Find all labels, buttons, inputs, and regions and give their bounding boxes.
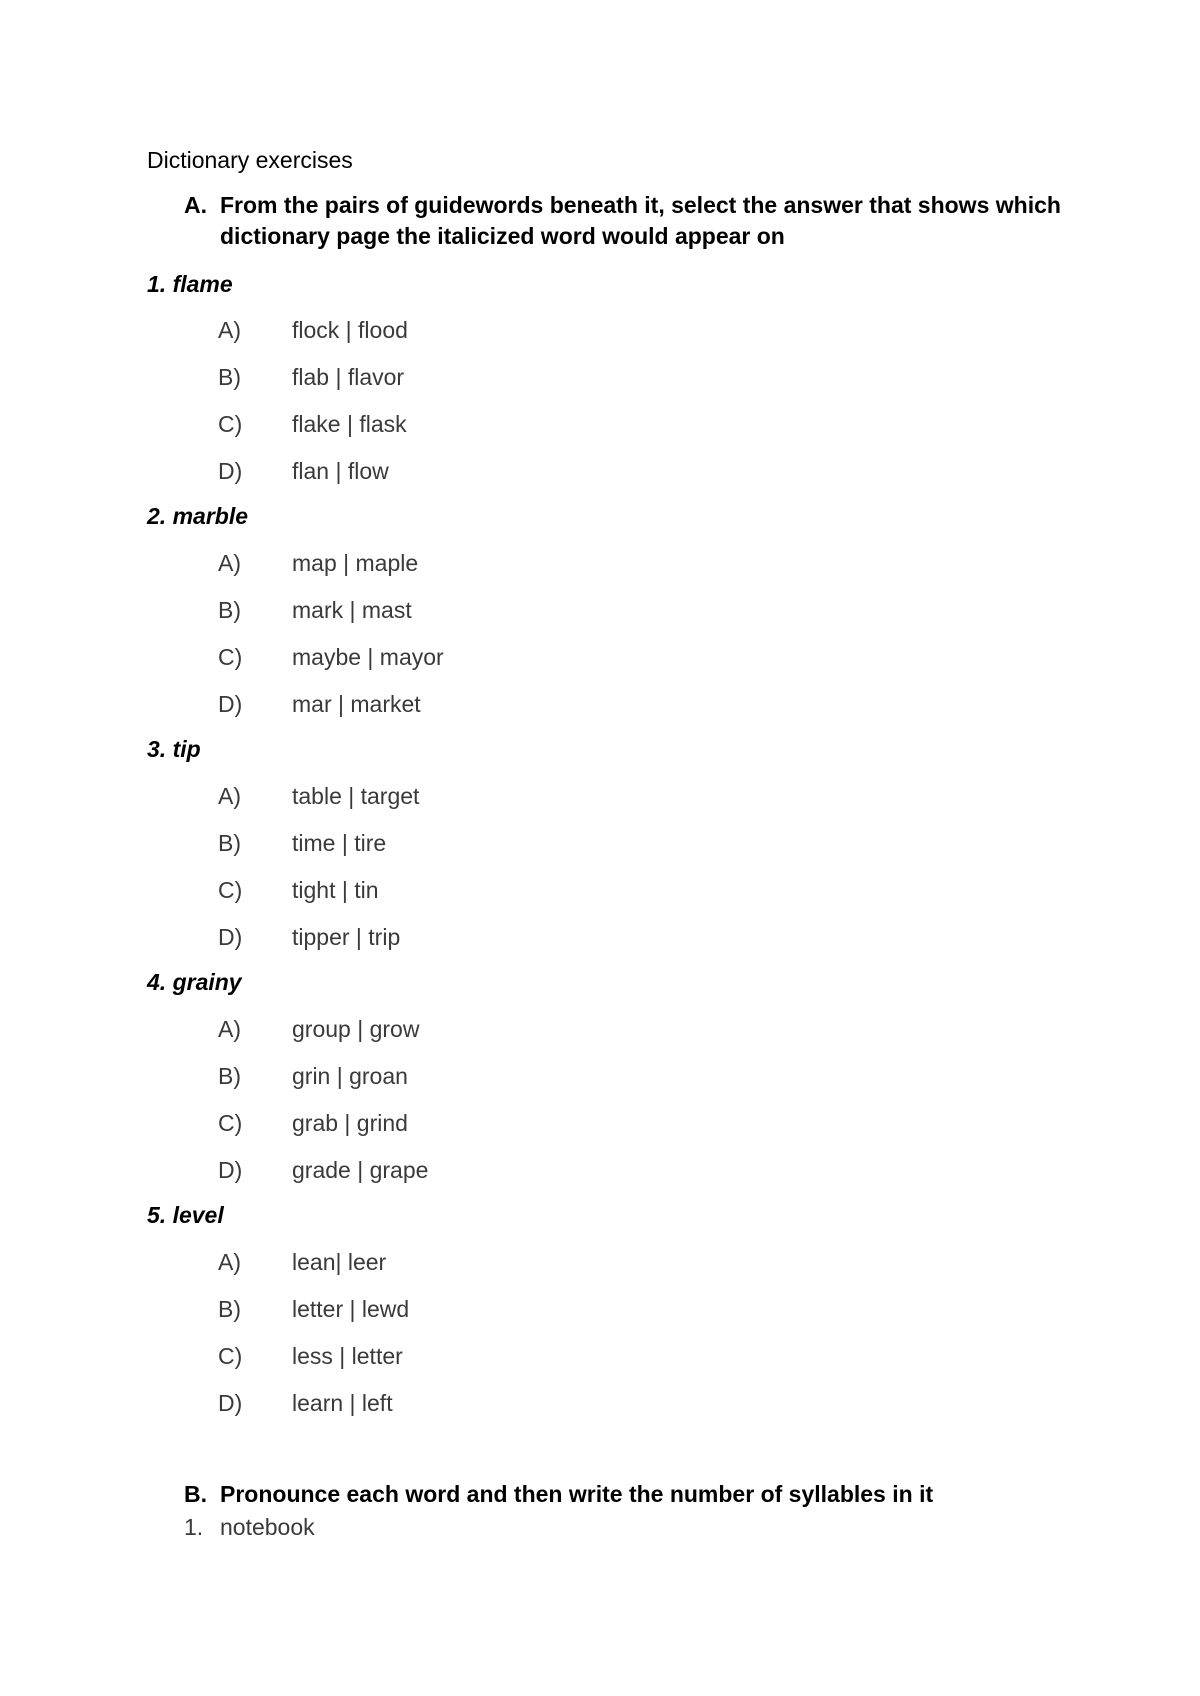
option-text: flab | flavor bbox=[292, 364, 405, 390]
option-letter: C) bbox=[218, 1343, 243, 1369]
document-title: Dictionary exercises bbox=[147, 147, 353, 173]
question-4-option-b bbox=[218, 1062, 408, 1090]
question-2-option-b bbox=[218, 596, 412, 624]
option-text: grade | grape bbox=[292, 1157, 429, 1183]
question-3-label: 3. tip bbox=[147, 736, 201, 762]
question-1-option-a bbox=[218, 316, 408, 344]
item-number: 1. bbox=[184, 1514, 204, 1540]
option-letter: C) bbox=[218, 1110, 243, 1136]
option-letter: C) bbox=[218, 411, 243, 437]
option-text: lean| leer bbox=[292, 1249, 387, 1275]
question-1-option-d bbox=[218, 457, 389, 485]
option-text: less | letter bbox=[292, 1343, 403, 1369]
option-letter: D) bbox=[218, 691, 243, 717]
option-letter: A) bbox=[218, 783, 241, 809]
option-letter: B) bbox=[218, 830, 241, 856]
option-text: learn | left bbox=[292, 1390, 393, 1416]
question-5-option-a bbox=[218, 1248, 386, 1276]
question-4-option-d bbox=[218, 1156, 428, 1184]
option-letter: D) bbox=[218, 1390, 243, 1416]
option-letter: A) bbox=[218, 1249, 241, 1275]
question-3-option-a bbox=[218, 782, 419, 810]
item-word: notebook bbox=[220, 1514, 315, 1540]
question-2-label: 2. marble bbox=[147, 503, 248, 529]
option-letter: C) bbox=[218, 877, 243, 903]
option-text: group | grow bbox=[292, 1016, 420, 1042]
option-text: tight | tin bbox=[292, 877, 379, 903]
question-4-option-c bbox=[218, 1109, 408, 1137]
question-4-option-a bbox=[218, 1015, 419, 1043]
question-5-option-b bbox=[218, 1295, 409, 1323]
section-b-item-1 bbox=[184, 1513, 315, 1541]
option-text: time | tire bbox=[292, 830, 387, 856]
option-letter: A) bbox=[218, 1016, 241, 1042]
option-text: mark | mast bbox=[292, 597, 412, 623]
question-2-option-a bbox=[218, 549, 418, 577]
question-3-option-d bbox=[218, 923, 400, 951]
section-a-instructions: From the pairs of guidewords beneath it, select the answer that shows which dictionary page the italicized word would appear on bbox=[220, 192, 1061, 249]
question-4-label: 4. grainy bbox=[147, 969, 242, 995]
option-letter: B) bbox=[218, 364, 241, 390]
section-a-letter: A. bbox=[184, 192, 207, 218]
question-3-option-b bbox=[218, 829, 386, 857]
option-letter: B) bbox=[218, 1296, 241, 1322]
question-3-option-c bbox=[218, 876, 379, 904]
option-letter: D) bbox=[218, 1157, 243, 1183]
option-text: grab | grind bbox=[292, 1110, 408, 1136]
option-letter: D) bbox=[218, 458, 243, 484]
question-2-option-d bbox=[218, 690, 421, 718]
question-1-option-c bbox=[218, 410, 407, 438]
option-text: flake | flask bbox=[292, 411, 407, 437]
option-letter: D) bbox=[218, 924, 243, 950]
option-text: maybe | mayor bbox=[292, 644, 444, 670]
section-b-instructions: Pronounce each word and then write the number of syllables in it bbox=[220, 1481, 934, 1507]
option-text: flock | flood bbox=[292, 317, 408, 343]
question-2-option-c bbox=[218, 643, 444, 671]
option-text: flan | flow bbox=[292, 458, 389, 484]
question-5-option-c bbox=[218, 1342, 403, 1370]
question-1-option-b bbox=[218, 363, 404, 391]
question-5-label: 5. level bbox=[147, 1202, 224, 1228]
question-1-label: 1. flame bbox=[147, 271, 233, 297]
option-letter: A) bbox=[218, 317, 241, 343]
option-text: mar | market bbox=[292, 691, 421, 717]
option-text: map | maple bbox=[292, 550, 419, 576]
question-5-option-d bbox=[218, 1389, 393, 1417]
option-letter: B) bbox=[218, 597, 241, 623]
section-b-letter: B. bbox=[184, 1481, 207, 1507]
option-letter: C) bbox=[218, 644, 243, 670]
option-text: grin | groan bbox=[292, 1063, 408, 1089]
option-letter: B) bbox=[218, 1063, 241, 1089]
option-text: table | target bbox=[292, 783, 420, 809]
option-text: letter | lewd bbox=[292, 1296, 410, 1322]
option-text: tipper | trip bbox=[292, 924, 401, 950]
option-letter: A) bbox=[218, 550, 241, 576]
